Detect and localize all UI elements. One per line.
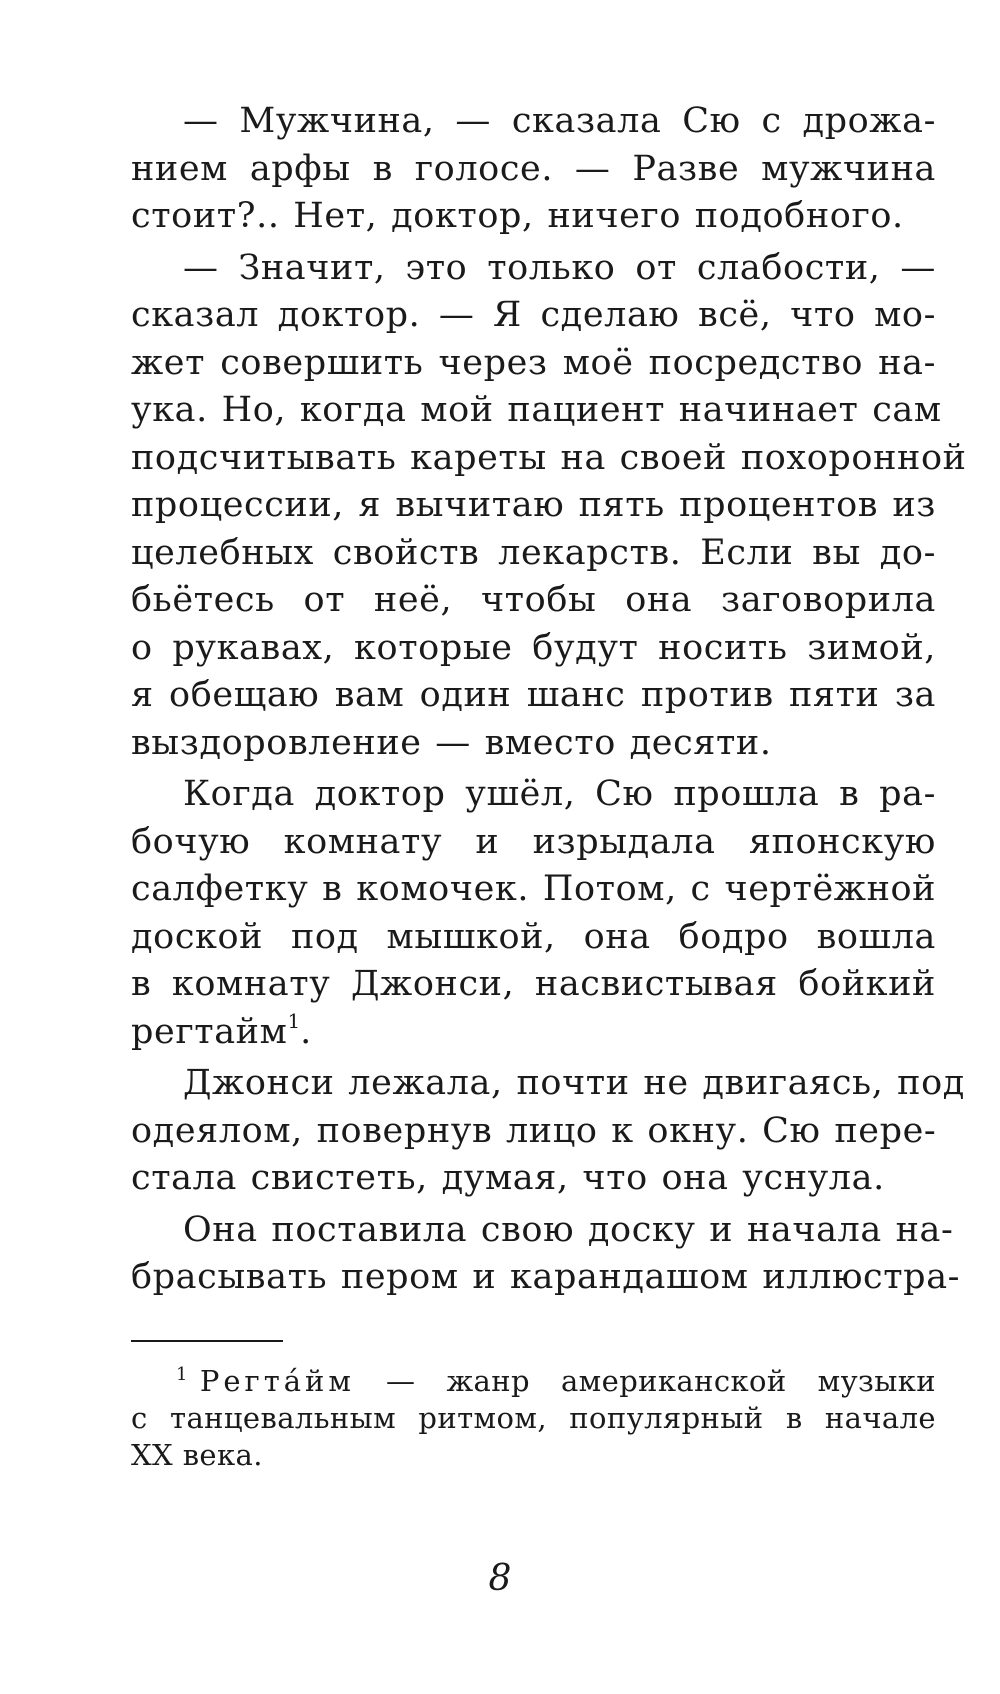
footnote-line: XX века. bbox=[131, 1438, 263, 1472]
text-line: о рукавах, которые будут носить зимой, bbox=[131, 627, 936, 668]
text-line: одеялом, повернув лицо к окну. Сю пере- bbox=[131, 1110, 937, 1151]
text-line: — Мужчина, — сказала Сю с дрожа- bbox=[183, 101, 936, 141]
text-line: процессии, я вычитаю пять процентов из bbox=[131, 485, 936, 525]
text-line: сказал доктор. — Я сделаю всё, что мо- bbox=[131, 295, 936, 335]
text-line bbox=[131, 1009, 936, 1057]
text-line: в комнату Джонси, насвистывая бойкий bbox=[131, 964, 936, 1004]
text-line: выздоровление — вместо десяти. bbox=[131, 722, 772, 763]
paragraph-4 bbox=[131, 1060, 965, 1203]
text-line: бьётесь от неё, чтобы она заговорила bbox=[131, 580, 936, 620]
paragraph-1 bbox=[131, 98, 936, 241]
footnote-term: Регта́йм bbox=[199, 1364, 355, 1398]
main-text bbox=[131, 98, 967, 1302]
ragtime-word: регтайм bbox=[131, 1011, 288, 1052]
text-line: жет совершить через моё посредство на- bbox=[131, 342, 936, 383]
text-line: стоит?.. Нет, доктор, ничего подобного. bbox=[131, 196, 904, 236]
footnote bbox=[131, 1363, 936, 1474]
paragraph-2 bbox=[131, 245, 967, 768]
text-line: брасывать пером и карандашом иллюстра- bbox=[131, 1257, 961, 1297]
text-line: подсчитывать кареты на своей похоронной bbox=[131, 437, 967, 478]
footnote-definition: — жанр американской музыки bbox=[386, 1364, 937, 1398]
footnote-reference[interactable]: 1 bbox=[287, 1008, 301, 1033]
text-line: я обещаю вам один шанс против пяти за bbox=[131, 675, 936, 715]
page-number: 8 bbox=[488, 1558, 512, 1599]
text-line: Джонси лежала, почти не двигаясь, под bbox=[183, 1063, 965, 1103]
text-line: Когда доктор ушёл, Сю прошла в ра- bbox=[183, 774, 936, 814]
text-line: — Значит, это только от слабости, — bbox=[183, 247, 936, 288]
paragraph-3 bbox=[131, 771, 936, 1056]
sentence-end: . bbox=[300, 1011, 312, 1052]
text-line: доской под мышкой, она бодро вошла bbox=[131, 916, 936, 957]
text-line: ука. Но, когда мой пациент начинает сам bbox=[131, 390, 942, 430]
footnote-line: с танцевальным ритмом, популярный в начале bbox=[131, 1401, 936, 1435]
text-line: нием арфы в голосе. — Разве мужчина bbox=[131, 148, 936, 189]
text-line: бочую комнату и изрыдала японскую bbox=[131, 821, 936, 862]
paragraph-5 bbox=[131, 1207, 961, 1302]
text-line: стала свистеть, думая, что она уснула. bbox=[131, 1158, 885, 1198]
text-line: Она поставила свою доску и начала на- bbox=[183, 1209, 954, 1250]
footnote-marker: 1 bbox=[176, 1364, 188, 1386]
text-line: салфетку в комочек. Потом, с чертёжной bbox=[131, 869, 937, 909]
footnote-line bbox=[131, 1363, 936, 1400]
footnote-divider bbox=[131, 1340, 283, 1342]
text-line: целебных свойств лекарств. Если вы до- bbox=[131, 532, 936, 573]
